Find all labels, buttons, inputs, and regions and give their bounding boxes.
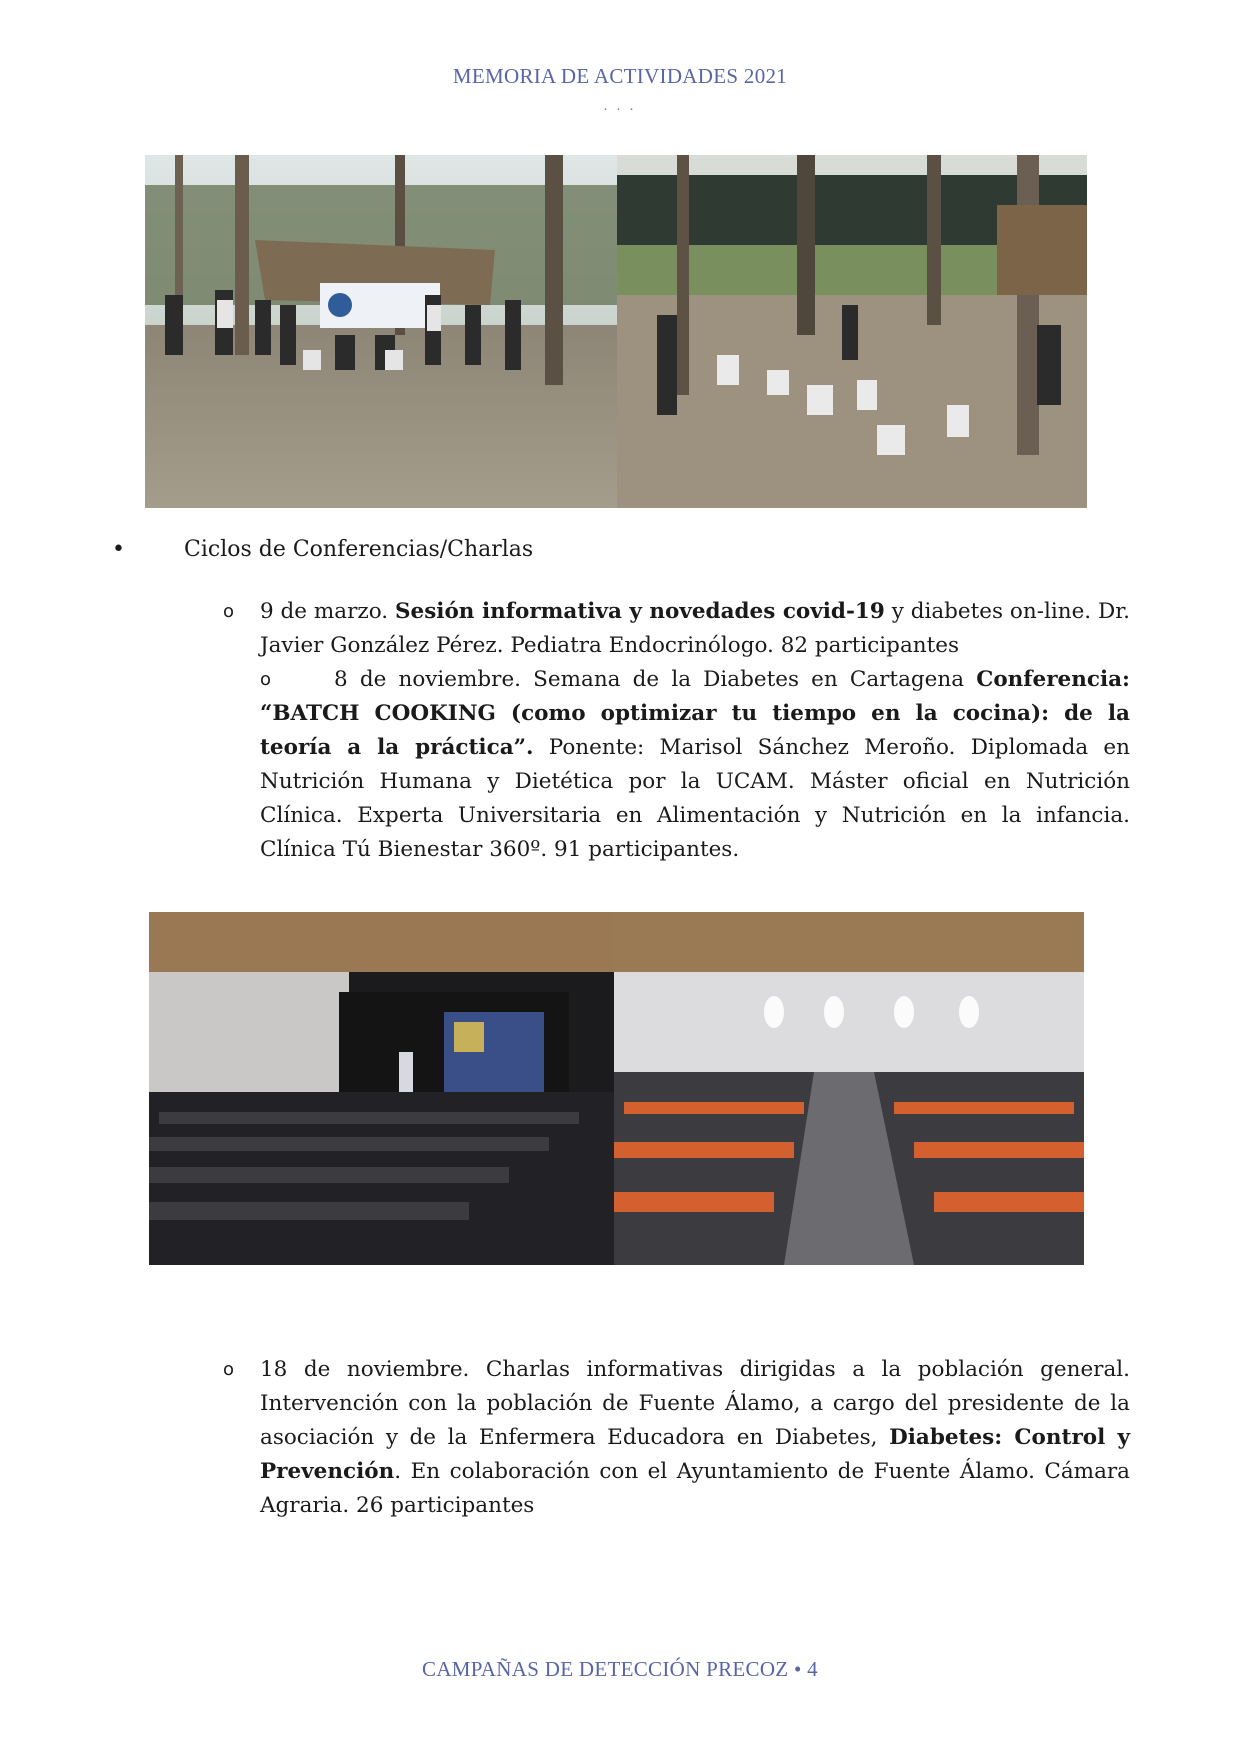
item-bold-text: Conferencia: “BATCH COOKING (como optimizar tu tiempo en la cocina): de la teoría a la práctica”. — [260, 667, 1130, 760]
header-dots: . . . — [603, 99, 637, 114]
page-header: MEMORIA DE ACTIVIDADES 2021 — [452, 64, 788, 88]
list-item — [260, 663, 1130, 867]
section-title: Ciclos de Conferencias/Charlas — [184, 537, 534, 562]
item-text: 8 de noviembre. Semana de la Diabetes en Cartagena — [334, 667, 977, 692]
page-footer: CAMPAÑAS DE DETECCIÓN PRECOZ • 4 — [422, 1657, 818, 1681]
list-marker: o — [260, 669, 272, 690]
item-text: Ponente: Marisol Sánchez Meroño. Diplomada en Nutrición Humana y Dietética por la UCAM. Máster oficial en Nutrición Clínica. Experta Universitaria en Alimentación y Nutrición en la infancia. Clínica Tú Bienestar 360º. 91 participantes. — [260, 735, 1130, 862]
item-text: . En colaboración con el Ayuntamiento de Fuente Álamo. Cámara Agraria. 26 participantes — [260, 1459, 1130, 1518]
list-item — [223, 1353, 1131, 1523]
item-bold-text: Sesión informativa y novedades covid-19 — [394, 599, 885, 624]
group-photo-forest — [145, 155, 617, 508]
item-text: 18 de noviembre. Charlas informativas dirigidas a la población general. Intervención con la población de Fuente Álamo, a cargo del presidente de la asociación y de la Enfermera Educadora en Diabetes, — [260, 1357, 1130, 1450]
bullet-dot: • — [112, 537, 125, 562]
item-text: y diabetes on-line. Dr. Javier González Pérez. Pediatra Endocrinólogo. 82 participantes — [260, 599, 1130, 658]
top-photo-row — [145, 155, 1087, 508]
auditorium-audience-photo — [614, 912, 1084, 1265]
bottom-photo-row — [149, 912, 1084, 1265]
item-bold-text: Diabetes: Control y Prevención — [260, 1425, 1131, 1484]
list-marker: o — [223, 1359, 235, 1380]
group-activity-forest — [617, 155, 1087, 508]
list-marker: o — [223, 601, 235, 622]
auditorium-stage-photo — [149, 912, 614, 1265]
list-item — [223, 595, 1130, 663]
item-text: 9 de marzo. — [260, 599, 395, 624]
